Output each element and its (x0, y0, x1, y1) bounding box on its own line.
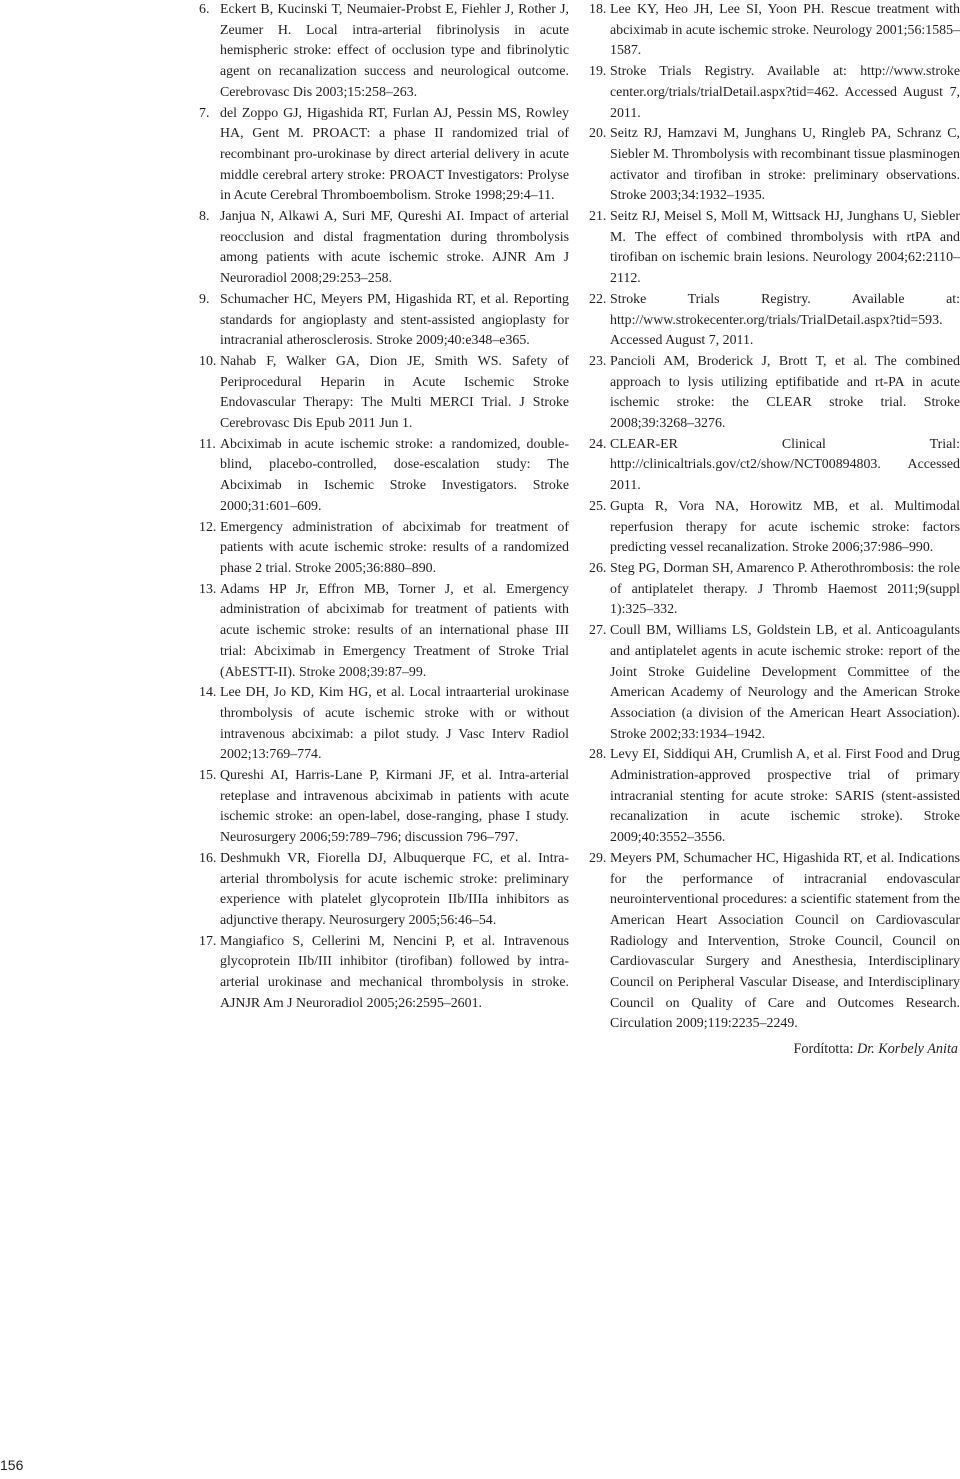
reference-number: 13. (199, 581, 217, 597)
reference-text: Lee KY, Heo JH, Lee SI, Yoon PH. Rescue treatment with abciximab in acute ischemic stroke. Neurology 2001;56:1585–1587. (610, 2, 960, 59)
reference-text: Levy EI, Siddiqui AH, Crumlish A, et al. First Food and Drug Administration-approved prospective trial of primary intracranial stenting for acute stroke: SARIS (stent-assisted recanalization in acute ischemic stroke). Stroke 2009;40:3552–3556. (610, 747, 960, 846)
reference-item (199, 849, 569, 932)
reference-item (199, 932, 569, 1015)
reference-text: Qureshi AI, Harris-Lane P, Kirmani JF, et al. Intra-arterial reteplase and intravenous abciximab in patients with acute ischemic stroke: an open-label, dose-ranging, phase I study. Neurosurgery 2006;59:789–796; discussion 796–797. (220, 768, 569, 846)
reference-item (199, 290, 569, 352)
reference-text: Adams HP Jr, Effron MB, Torner J, et al. Emergency administration of abciximab for treatment of patients with acute ischemic stroke: results of an international phase III trial: Abciximab in Emergency Treatment of Stroke Trial (AbESTT-II). Stroke 2008;39:87–99. (220, 581, 569, 680)
reference-number: 29. (589, 850, 607, 866)
references-left-column (199, 0, 569, 1014)
reference-item (199, 435, 569, 518)
reference-item (589, 0, 960, 62)
reference-number: 16. (199, 850, 217, 866)
reference-text: Seitz RJ, Meisel S, Moll M, Wittsack HJ, Junghans U, Siebler M. The effect of combined thrombolysis with rtPA and tirofiban on ischemic brain lesions. Neurology 2004;62:2110–2112. (610, 209, 960, 287)
reference-number: 28. (589, 747, 607, 763)
reference-item (589, 559, 960, 621)
reference-number: 11. (199, 436, 216, 452)
reference-item (589, 435, 960, 497)
reference-text: Schumacher HC, Meyers PM, Higashida RT, et al. Reporting standards for angioplasty and stent-assisted angioplasty for intracranial atherosclerosis. Stroke 2009;40:e348–e365. (220, 291, 569, 349)
reference-item (199, 518, 569, 580)
reference-item (589, 497, 960, 559)
reference-text: Lee DH, Jo KD, Kim HG, et al. Local intraarterial urokinase thrombolysis of acute ischemic stroke with or without intravenous abciximab: a pilot study. J Vasc Interv Radiol 2002;13:769–774. (220, 685, 569, 763)
reference-number: 18. (589, 2, 607, 17)
reference-item (589, 621, 960, 745)
reference-text: Gupta R, Vora NA, Horowitz MB, et al. Multimodal reperfusion therapy for acute ischemic stroke: factors predicting vessel recanalization. Stroke 2006;37:986–990. (610, 498, 960, 556)
reference-item (589, 207, 960, 290)
reference-number: 20. (589, 126, 607, 142)
reference-number: 12. (199, 519, 217, 535)
reference-number: 24. (589, 436, 607, 452)
reference-number: 23. (589, 353, 607, 369)
reference-text: Mangiafico S, Cellerini M, Nencini P, et al. Intravenous glycoprotein IIb/III inhibitor (tirofiban) followed by intra-arterial urokinase and mechanical thrombolysis in stroke. AJNJR Am J Neuroradiol 2005;26:2595–2601. (220, 933, 569, 1011)
reference-text: Nahab F, Walker GA, Dion JE, Smith WS. Safety of Periprocedural Heparin in Acute Ischemic Stroke Endovascular Therapy: The Multi MERCI Trial. J Stroke Cerebrovasc Dis Epub 2011 Jun 1. (220, 353, 569, 432)
reference-item (199, 104, 569, 208)
reference-item (589, 745, 960, 849)
reference-item (199, 683, 569, 766)
reference-text: Stroke Trials Registry. Available at: http://www.strokecenter.org/trials/TrialDetail.aspx?tid=593. Accessed August 7, 2011. (610, 291, 960, 349)
reference-text: Steg PG, Dorman SH, Amarenco P. Atherothrombosis: the role of antiplatelet therapy. J Thromb Haemost 2011;9(suppl 1):325–332. (610, 560, 960, 618)
reference-number: 19. (589, 64, 607, 80)
reference-item (199, 580, 569, 684)
reference-number: 14. (199, 685, 217, 701)
reference-text: Janjua N, Alkawi A, Suri MF, Qureshi AI. Impact of arterial reocclusion and distal fragmentation during thrombolysis among patients with acute ischemic stroke. AJNR Am J Neuroradiol 2008;29:253–258. (220, 209, 569, 287)
reference-text: Seitz RJ, Hamzavi M, Junghans U, Ringleb PA, Schranz C, Siebler M. Thrombolysis with recombinant tissue plasminogen activator and tirofiban in stroke: preliminary observations. Stroke 2003;34:1932–1935. (610, 126, 960, 204)
reference-text: Pancioli AM, Broderick J, Brott T, et al. The combined approach to lysis utilizing eptifibatide and rt-PA in acute ischemic stroke: the CLEAR stroke trial. Stroke 2008;39:3268–3276. (610, 353, 960, 432)
reference-text: Deshmukh VR, Fiorella DJ, Albuquerque FC, et al. Intra-arterial thrombolysis for acute ischemic stroke: preliminary experience with platelet glycoprotein IIb/IIIa inhibitors as adjunctive therapy. Neurosurgery 2005;56:46–54. (220, 850, 569, 928)
reference-number: 10. (199, 353, 217, 369)
reference-number: 25. (589, 498, 607, 514)
reference-text: Emergency administration of abciximab for treatment of patients with acute ischemic stroke: results of a randomized phase 2 trial. Stroke 2005;36:880–890. (220, 519, 569, 576)
reference-number: 7. (199, 105, 210, 121)
reference-item (589, 62, 960, 124)
reference-number: 9. (199, 291, 210, 307)
reference-number: 15. (199, 768, 217, 784)
reference-item (199, 207, 569, 290)
reference-text: Abciximab in acute ischemic stroke: a randomized, double-blind, placebo-controlled, dose-escalation study: The Abciximab in Ischemic Stroke Investigators. Stroke 2000;31:601–609. (220, 436, 569, 514)
reference-item (589, 124, 960, 207)
reference-item (199, 0, 569, 104)
reference-item (589, 352, 960, 435)
reference-text: Eckert B, Kucinski T, Neumaier-Probst E, Fiehler J, Rother J, Zeumer H. Local intra-arterial fibrinolysis in acute hemispheric stroke: effect of occlusion type and fibrinolytic agent on recanalization success and neurological outcome. Cerebrovasc Dis 2003;15:258–263. (220, 2, 569, 100)
reference-item (199, 352, 569, 435)
translator-label: Fordította: (793, 1041, 854, 1058)
translator-credit (589, 1039, 960, 1060)
reference-text: CLEAR-ER Clinical Trial: http://clinicaltrials.gov/ct2/show/NCT00894803. Accessed 2011. (610, 436, 960, 494)
reference-text: Stroke Trials Registry. Available at: http://www.stroke center.org/trials/trialDetail.aspx?tid=462. Accessed August 7, 2011. (610, 64, 960, 121)
reference-text: Coull BM, Williams LS, Goldstein LB, et al. Anticoagulants and antiplatelet agents in acute ischemic stroke: report of the Joint Stroke Guideline Development Committee of the American Academy of Neurology and the American Stroke Association (a division of the American Heart Association). Stroke 2002;33:1934–1942. (610, 623, 960, 742)
reference-item (199, 766, 569, 849)
reference-item (589, 849, 960, 1035)
references-right-column (589, 0, 960, 1060)
reference-text: Meyers PM, Schumacher HC, Higashida RT, et al. Indications for the performance of intracranial endovascular neurointerventional procedures: a scientific statement from the American Heart Association Council on Cardiovascular Radiology and Intervention, Stroke Council, Council on Cardiovascular Surgery and Anesthesia, Interdisciplinary Council on Peripheral Vascular Disease, and Interdisciplinary Council on Quality of Care and Outcomes Research. Circulation 2009;119:2235–2249. (610, 850, 960, 1032)
reference-item (589, 290, 960, 352)
page-number: 156 (0, 1457, 24, 1473)
reference-number: 22. (589, 291, 607, 307)
reference-number: 27. (589, 623, 607, 639)
reference-text: del Zoppo GJ, Higashida RT, Furlan AJ, Pessin MS, Rowley HA, Gent M. PROACT: a phase II randomized trial of recombinant pro-urokinase by direct arterial delivery in acute middle cerebral artery stroke: PROACT Investigators: Prolyse in Acute Cerebral Thromboembolism. Stroke 1998;29:4–11. (220, 105, 569, 204)
translator-name: Dr. Korbely Anita (856, 1041, 958, 1058)
reference-number: 21. (589, 209, 607, 225)
reference-number: 8. (199, 209, 210, 225)
reference-number: 6. (199, 2, 210, 17)
reference-number: 17. (199, 933, 217, 949)
reference-number: 26. (589, 560, 607, 576)
